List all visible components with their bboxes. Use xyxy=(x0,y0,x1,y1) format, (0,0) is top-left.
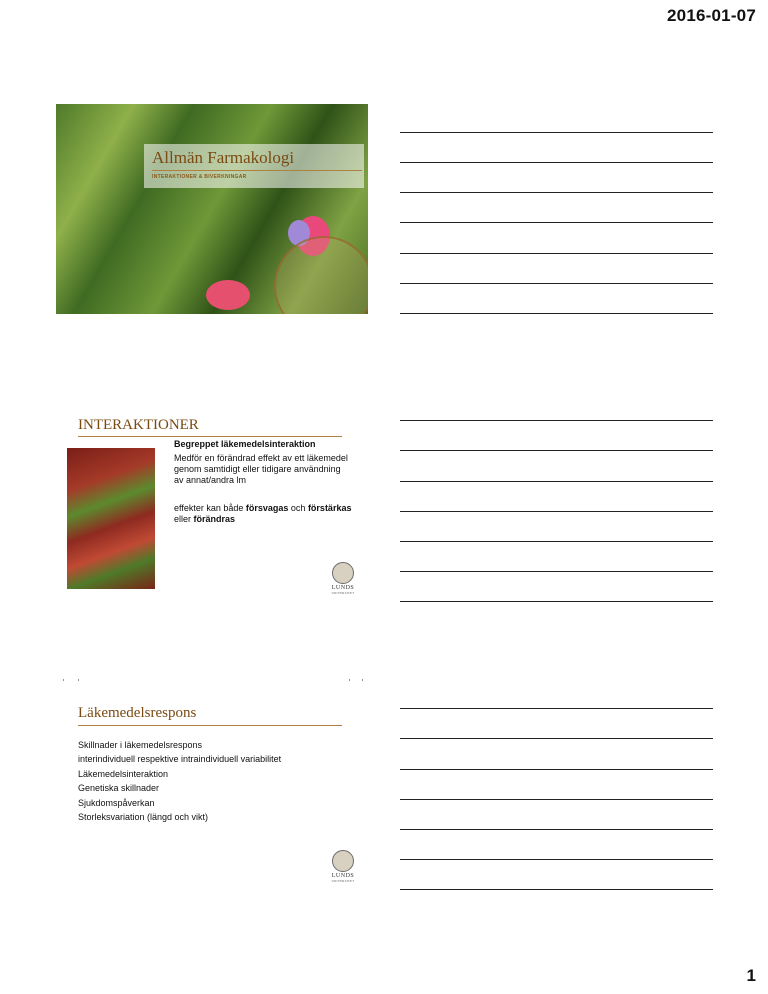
slide-title-image xyxy=(56,104,368,314)
university-seal-watermark xyxy=(274,236,368,314)
list-item: Läkemedelsinteraktion xyxy=(78,768,169,779)
note-line xyxy=(400,511,713,512)
effects-text xyxy=(174,503,352,525)
note-line xyxy=(400,450,713,451)
effects-text-part: eller xyxy=(174,514,194,524)
note-line xyxy=(400,283,713,284)
note-line xyxy=(400,738,713,739)
slide-corner-mark xyxy=(78,679,79,681)
page-number: 1 xyxy=(746,966,756,985)
title-rule xyxy=(152,170,362,171)
effects-bold-change: förändras xyxy=(193,514,236,524)
note-line xyxy=(400,313,713,314)
effects-bold-strengthen: förstärkas xyxy=(307,503,352,513)
list-item: Genetiska skillnader xyxy=(78,783,160,794)
print-date: 2016-01-07 xyxy=(667,6,756,25)
lund-university-logo xyxy=(328,562,358,595)
logo-word-small: UNIVERSITET xyxy=(331,879,355,883)
effects-text-part: effekter kan både xyxy=(174,503,246,513)
list-item: Sjukdomspåverkan xyxy=(78,797,155,808)
leaves-photo xyxy=(67,448,155,589)
title-rule xyxy=(78,436,342,437)
note-line xyxy=(400,859,713,860)
slide-title: Allmän Farmakologi xyxy=(152,148,295,167)
slide-corner-mark xyxy=(349,679,350,681)
logo-word: LUNDS xyxy=(331,873,355,879)
slide-interaktioner xyxy=(56,414,368,684)
effects-bold-weaken: försvagas xyxy=(245,503,289,513)
effects-text-part: och xyxy=(288,503,308,513)
note-line xyxy=(400,708,713,709)
note-line xyxy=(400,601,713,602)
note-line xyxy=(400,192,713,193)
concept-heading: Begreppet läkemedelsinteraktion xyxy=(174,439,316,449)
note-line xyxy=(400,541,713,542)
slide-corner-mark xyxy=(362,679,363,681)
slide-lakemedelsrespons xyxy=(56,700,368,890)
university-crest-icon xyxy=(332,562,354,584)
definition-text: Medför en förändrad effekt av ett läkemedel genom samtidigt eller tidigare användning av annat/andra lm xyxy=(174,453,348,485)
note-line xyxy=(400,222,713,223)
slide-title: INTERAKTIONER xyxy=(78,417,199,433)
list-item: interindividuell respektive intraindividuell variabilitet xyxy=(78,754,282,765)
slide-title: Läkemedelsrespons xyxy=(78,705,197,721)
note-line xyxy=(400,132,713,133)
note-line xyxy=(400,889,713,890)
note-line xyxy=(400,769,713,770)
slide-subtitle: INTERAKTIONER & BIVERKNINGAR xyxy=(152,174,247,180)
note-line xyxy=(400,420,713,421)
note-line xyxy=(400,481,713,482)
note-line xyxy=(400,162,713,163)
slide-corner-mark xyxy=(63,679,64,681)
flower-decoration xyxy=(206,280,250,310)
logo-word: LUNDS xyxy=(331,585,355,591)
university-crest-icon xyxy=(332,850,354,872)
note-line xyxy=(400,799,713,800)
response-factors-list xyxy=(78,738,281,824)
lund-university-logo xyxy=(328,850,358,883)
note-line xyxy=(400,829,713,830)
list-item: Skillnader i läkemedelsrespons xyxy=(78,740,203,750)
note-line xyxy=(400,571,713,572)
list-item: Storleksvariation (längd och vikt) xyxy=(78,812,209,823)
note-line xyxy=(400,253,713,254)
title-rule xyxy=(78,725,342,726)
logo-word-small: UNIVERSITET xyxy=(331,591,355,595)
